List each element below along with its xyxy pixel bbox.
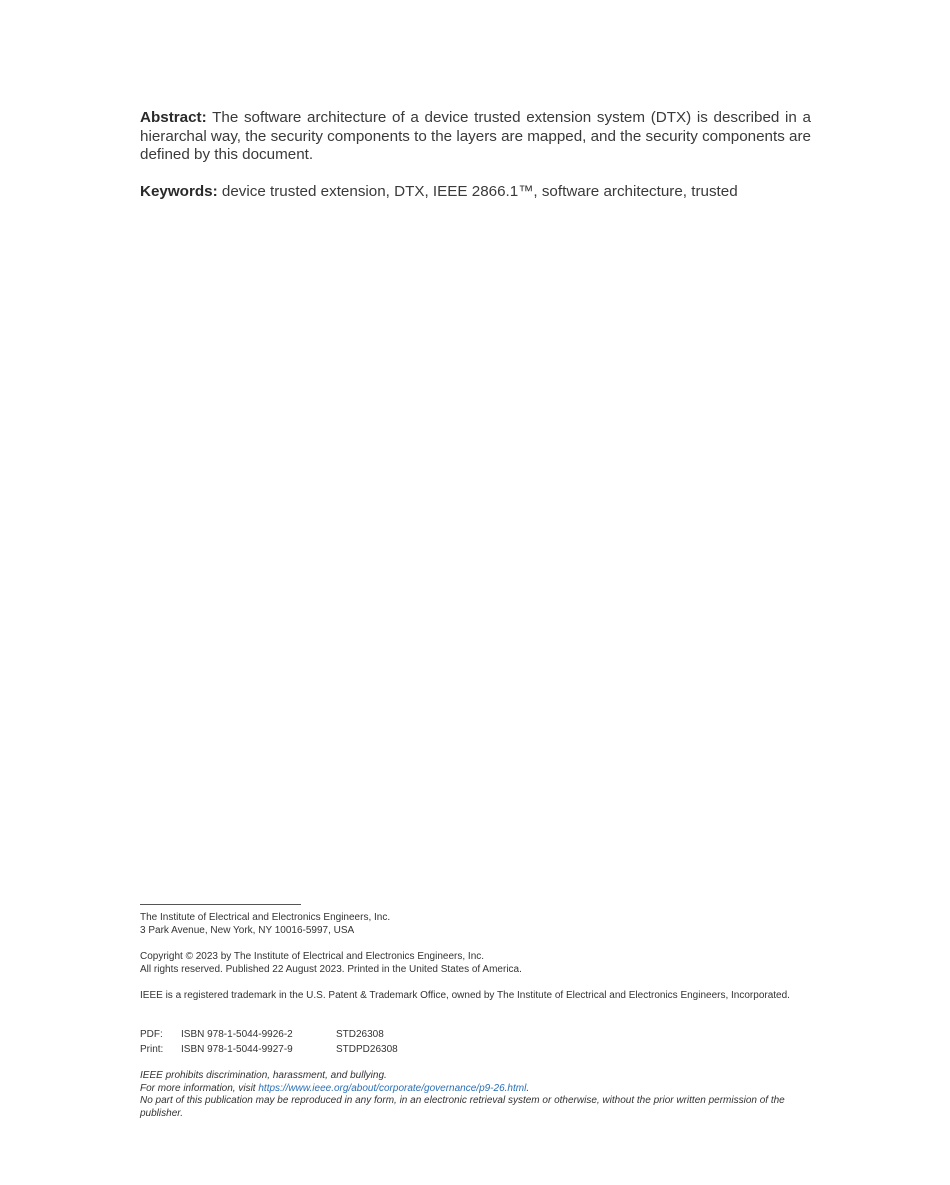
policy-reproduction: No part of this publication may be reproduced in any form, in an electronic retrieval system or otherwise, without the prior written permission of the publisher.: [140, 1095, 785, 1119]
isbn-row-print: [140, 1042, 812, 1057]
copyright-line: Copyright © 2023 by The Institute of Electrical and Electronics Engineers, Inc.: [140, 951, 485, 962]
abstract-paragraph: [140, 109, 811, 165]
publisher-address: 3 Park Avenue, New York, NY 10016-5997, USA: [140, 924, 355, 936]
isbn-block: [140, 1027, 812, 1057]
policy-harassment: IEEE prohibits discrimination, harassment, and bullying.: [140, 1070, 387, 1081]
copyright-block: [140, 951, 812, 976]
keywords-label: Keywords:: [140, 183, 218, 200]
isbn-code: STD26308: [336, 1029, 384, 1040]
policy-block: [140, 1070, 812, 1120]
keywords-paragraph: [140, 183, 811, 202]
publisher-name: The Institute of Electrical and Electronics Engineers, Inc.: [140, 912, 391, 923]
isbn-kind: Print:: [140, 1044, 164, 1055]
footnote-divider: [140, 904, 301, 905]
policy-info-line: [140, 1083, 812, 1096]
isbn-row-pdf: [140, 1027, 812, 1042]
keywords-text: device trusted extension, DTX, IEEE 2866.1™, software architecture, trusted: [221, 183, 738, 200]
isbn-number: ISBN 978-1-5044-9926-2: [181, 1029, 293, 1040]
isbn-number: ISBN 978-1-5044-9927-9: [181, 1044, 293, 1055]
abstract-text: The software architecture of a device trusted extension system (DTX) is described in a hierarchal way, the security components to the layers are mapped, and the security components are defined by this document.: [140, 109, 812, 163]
trademark-notice: IEEE is a registered trademark in the U.S. Patent & Trademark Office, owned by The Institute of Electrical and Electronics Engineers, Incorporated.: [140, 990, 790, 1001]
policy-info-prefix: For more information, visit: [140, 1082, 259, 1094]
policy-info-suffix: .: [526, 1082, 530, 1094]
abstract-label: Abstract:: [140, 109, 207, 126]
rights-line: All rights reserved. Published 22 August 2023. Printed in the United States of America.: [140, 963, 522, 975]
publisher-block: [140, 912, 812, 937]
isbn-code: STDPD26308: [336, 1044, 398, 1055]
isbn-kind: PDF:: [140, 1029, 163, 1040]
policy-link[interactable]: https://www.ieee.org/about/corporate/governance/p9-26.html: [258, 1082, 527, 1094]
trademark-block: [140, 990, 812, 1003]
